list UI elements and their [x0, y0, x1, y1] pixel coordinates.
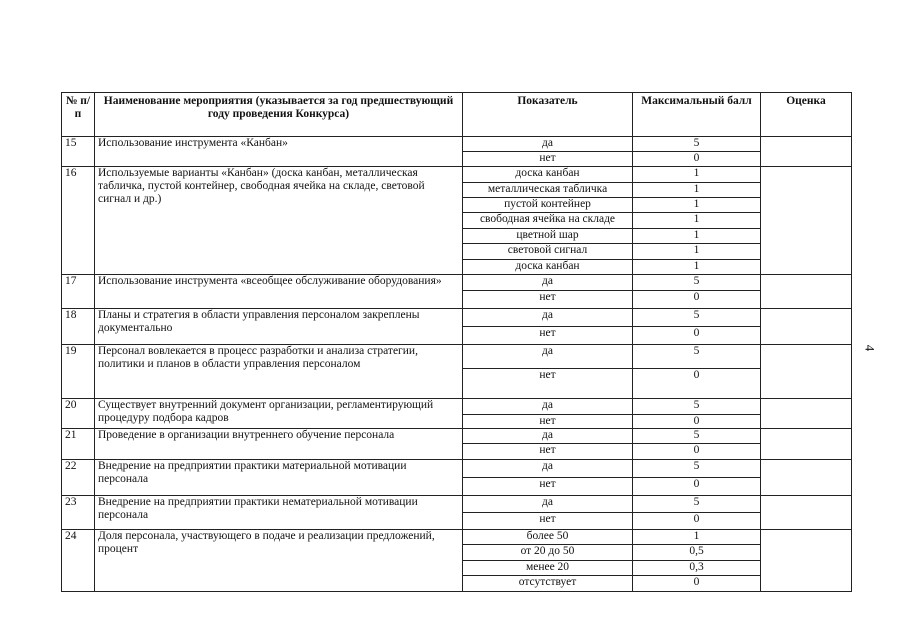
header-num: № п/п: [62, 93, 95, 137]
table-row: [62, 496, 852, 513]
indicator-value: да: [463, 309, 633, 327]
max-score: 0: [633, 369, 761, 399]
row-number: 22: [62, 460, 95, 496]
event-name: Проведение в организации внутреннего обучение персонала: [95, 429, 463, 460]
max-score: 0: [633, 327, 761, 345]
max-score: 1: [633, 213, 761, 229]
event-name: Использование инструмента «Канбан»: [95, 137, 463, 167]
table-row: [62, 530, 852, 545]
grade-cell[interactable]: [761, 399, 852, 429]
indicator-value: да: [463, 137, 633, 152]
max-score: 0: [633, 513, 761, 530]
max-score: 5: [633, 275, 761, 291]
max-score: 1: [633, 244, 761, 260]
row-number: 21: [62, 429, 95, 460]
indicator-value: нет: [463, 415, 633, 429]
row-number: 23: [62, 496, 95, 530]
table-row: [62, 167, 852, 183]
indicator-value: да: [463, 429, 633, 444]
max-score: 5: [633, 429, 761, 444]
table-row: [62, 399, 852, 415]
max-score: 0: [633, 415, 761, 429]
indicator-value: световой сигнал: [463, 244, 633, 260]
event-name: Персонал вовлекается в процесс разработки и анализа стратегии, политики и планов в области управления персоналом: [95, 345, 463, 399]
page-number: 4: [862, 344, 878, 352]
max-score: 5: [633, 309, 761, 327]
table-row: [62, 137, 852, 152]
grade-cell[interactable]: [761, 530, 852, 592]
max-score: 1: [633, 229, 761, 244]
header-max: Максимальный балл: [633, 93, 761, 137]
max-score: 1: [633, 167, 761, 183]
max-score: 0,5: [633, 545, 761, 561]
max-score: 0: [633, 152, 761, 167]
indicator-value: доска канбан: [463, 167, 633, 183]
row-number: 20: [62, 399, 95, 429]
table-row: [62, 429, 852, 444]
max-score: 0: [633, 478, 761, 496]
indicator-value: менее 20: [463, 561, 633, 576]
max-score: 1: [633, 260, 761, 275]
max-score: 1: [633, 530, 761, 545]
grade-cell[interactable]: [761, 275, 852, 309]
event-name: Использование инструмента «всеобщее обслуживание оборудования»: [95, 275, 463, 309]
table-body: [62, 137, 852, 592]
indicator-value: да: [463, 275, 633, 291]
row-number: 16: [62, 167, 95, 275]
table-row: [62, 275, 852, 291]
row-number: 19: [62, 345, 95, 399]
indicator-value: нет: [463, 152, 633, 167]
grade-cell[interactable]: [761, 167, 852, 275]
max-score: 1: [633, 198, 761, 213]
max-score: 5: [633, 137, 761, 152]
header-row: [62, 93, 852, 137]
indicator-value: доска канбан: [463, 260, 633, 275]
event-name: Доля персонала, участвующего в подаче и реализации предложений, процент: [95, 530, 463, 592]
indicator-value: свободная ячейка на складе: [463, 213, 633, 229]
table-row: [62, 309, 852, 327]
grade-cell[interactable]: [761, 429, 852, 460]
indicator-value: от 20 до 50: [463, 545, 633, 561]
header-grade: Оценка: [761, 93, 852, 137]
grade-cell[interactable]: [761, 137, 852, 167]
header-name: Наименование мероприятия (указывается за год предшествующий году проведения Конкурса): [95, 93, 463, 137]
max-score: 1: [633, 183, 761, 198]
max-score: 5: [633, 460, 761, 478]
max-score: 5: [633, 345, 761, 369]
indicator-value: нет: [463, 513, 633, 530]
indicator-value: нет: [463, 327, 633, 345]
indicator-value: нет: [463, 444, 633, 460]
table-row: [62, 345, 852, 369]
grade-cell[interactable]: [761, 309, 852, 345]
indicator-value: да: [463, 345, 633, 369]
row-number: 18: [62, 309, 95, 345]
grade-cell[interactable]: [761, 460, 852, 496]
criteria-table: [61, 92, 852, 592]
event-name: Внедрение на предприятии практики материальной мотивации персонала: [95, 460, 463, 496]
max-score: 5: [633, 399, 761, 415]
indicator-value: пустой контейнер: [463, 198, 633, 213]
indicator-value: нет: [463, 291, 633, 309]
grade-cell[interactable]: [761, 496, 852, 530]
event-name: Существует внутренний документ организации, регламентирующий процедуру подбора кадров: [95, 399, 463, 429]
event-name: Внедрение на предприятии практики нематериальной мотивации персонала: [95, 496, 463, 530]
header-indicator: Показатель: [463, 93, 633, 137]
max-score: 5: [633, 496, 761, 513]
indicator-value: да: [463, 460, 633, 478]
row-number: 17: [62, 275, 95, 309]
row-number: 15: [62, 137, 95, 167]
indicator-value: нет: [463, 369, 633, 399]
indicator-value: нет: [463, 478, 633, 496]
max-score: 0,3: [633, 561, 761, 576]
indicator-value: цветной шар: [463, 229, 633, 244]
indicator-value: металлическая табличка: [463, 183, 633, 198]
max-score: 0: [633, 444, 761, 460]
indicator-value: да: [463, 496, 633, 513]
event-name: Планы и стратегия в области управления персоналом закреплены документально: [95, 309, 463, 345]
grade-cell[interactable]: [761, 345, 852, 399]
max-score: 0: [633, 291, 761, 309]
event-name: Используемые варианты «Канбан» (доска канбан, металлическая табличка, пустой контейнер, свободная ячейка на складе, световой сигнал и др.): [95, 167, 463, 275]
table-row: [62, 460, 852, 478]
indicator-value: отсутствует: [463, 576, 633, 592]
max-score: 0: [633, 576, 761, 592]
indicator-value: да: [463, 399, 633, 415]
row-number: 24: [62, 530, 95, 592]
indicator-value: более 50: [463, 530, 633, 545]
